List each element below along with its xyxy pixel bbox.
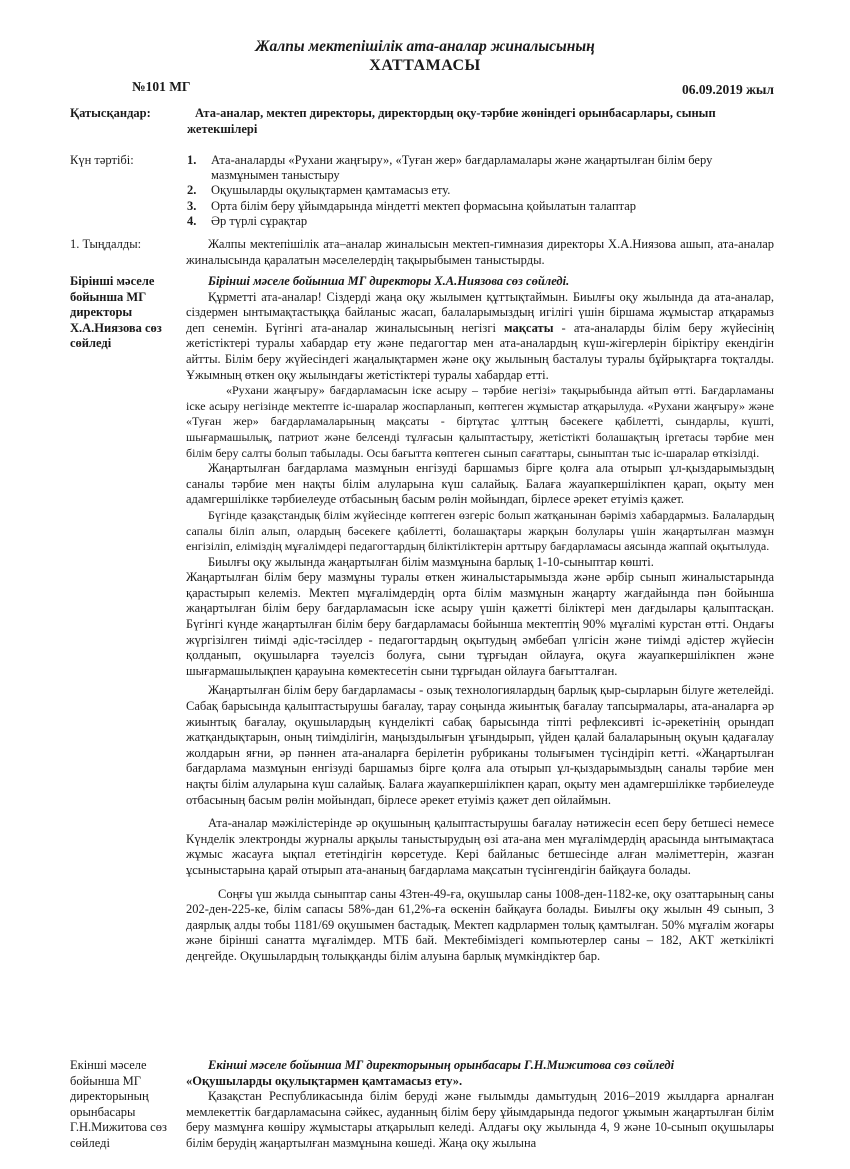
agenda-label: Күн тәртібі: bbox=[70, 153, 134, 167]
section1-paragraph-4: Бүгінде қазақстандық білім жүйесінде көптеген өзгеріс болып жатқанынан бәріміз хабардармыз. Балалардың сапалы біліп алып, олардың бәсекеге қабілетті, болашақтары жарқын болулары үшін жаңартылған мазмұн енгізіліп, еліміздің мұғалімдері педагогтардың біліктіліктерін арттыру бағдарламасы аясында жаппай оқытылуда. bbox=[186, 507, 774, 554]
section2-heading: Екінші мәселе бойынша МГ директорының орынбасары Г.Н.Мижитова сөз сөйледі bbox=[208, 1058, 675, 1072]
heard-paragraph: Жалпы мектепішілік ата–аналар жиналысын мектеп-гимназия директоры Х.А.Ниязова ашып, ата-аналар жиналысында қаралатын мәселелердің тақырыбымен таныстырды. bbox=[186, 237, 774, 267]
participants-label: Қатысқандар: bbox=[70, 106, 151, 120]
protocol-title: Жалпы мектепішілік ата-аналар жиналысының bbox=[255, 38, 595, 55]
section1-paragraph-2: «Рухани жаңғыру» бағдарламасын іске асыру – тәрбие негізі» тақырыбында айтып өтті. Бағдарламаны іске асыру негізінде мектепте іс-шаралар жоспарланып, көптеген жұмыстар атқарылуда. «Рухани жаңғыру» және «Туған жер» бағдарламаларының мақсаты - біртұтас ұлттың бәсекеге қабілетті, сындарлы, күшті, шығармашылық, патриот және белсенді тұлғасын қалыптастыру, жетістікті болашақтың іргетасы тәрбие мен білім беру салты болып табылады. Осы бағытта көптеген сынып сағаттары, сыныптан тыс іс-шаралар өткізілді. bbox=[186, 383, 774, 460]
section1-paragraph-1 bbox=[186, 290, 774, 384]
section1-heading: Бірінші мәселе бойынша МГ директоры Х.А.Ниязова сөз сөйледі. bbox=[208, 274, 570, 288]
agenda-item-number: 3. bbox=[187, 198, 197, 213]
agenda-item-text: Әр түрлі сұрақтар bbox=[211, 213, 308, 228]
agenda-item-number: 1. bbox=[187, 153, 197, 167]
section1-side-label: Бірінші мәселе бойынша МГ директоры Х.А.Ниязова сөз сөйледі bbox=[70, 274, 162, 350]
agenda-item-number: 4. bbox=[187, 213, 197, 228]
agenda-item bbox=[187, 153, 773, 183]
agenda-item bbox=[187, 214, 773, 229]
agenda-list bbox=[187, 153, 773, 229]
protocol-heading: ХАТТАМАСЫ bbox=[369, 57, 481, 74]
section2-side-label: Екінші мәселе бойынша МГ директорының орынбасары Г.Н.Мижитова сөз сөйледі bbox=[70, 1058, 167, 1150]
heard-text bbox=[186, 237, 774, 268]
section1-paragraph-9: Соңғы үш жылда сыныптар саны 43тен-49-ға, оқушылар саны 1008-ден-1182-ке, оқу озаттарының саны 202-ден-225-ке, білім сапасы 58%-дан 61,2%-ға өскенін байқауға болады. Биылғы оқу жылын 49 сынып, 3 даярлық алды тобы 1181/69 оқушымен бастадық. Мектеп кадрлармен толық қамтылған. 50% мұғалім жоғары және бірінші санатта мұғалімдер. МТБ бай. Мектебіміздегі компьютерлер саны – 182, АКТ жеткілікті деңгейде. Оқушылардың толыққанды білім алуына барлық мүмкіндіктер бар. bbox=[186, 886, 774, 963]
agenda-item bbox=[187, 199, 773, 214]
document-date: 06.09.2019 жыл bbox=[681, 82, 774, 97]
section1-paragraph-7: Жаңартылған білім беру бағдарламасы - озық технологиялардың барлық қыр-сырларын білуге жетелейді. Сабақ барысында қалыптастырушы бағалау, тарау соңында жиынтық бағалау тапсырмалары, ата-аналарға әр жиынтық бағалау, оқушылардың күнделікті сабақ барысында тіпті рефлексивті іс-әрекетінің орындап жатқандықтарын, оның тиімділігін, маңыздылығын ұғындырып, үйден қалай балаларының оқуын қадағалау жолдарын яғни, әр пәннен ата-аналарға берілетін рубриканы толығымен түсіндіріп кетті. «Жаңартылған бағдарлама мазмұнын енгізуді баршамыз бірге қолға ала отырып ұл-қыздарымыздың саналы тәрбие мен нақты білім алуларына күш салайық. Балаға жауапкершілікпен қарап, оқыту мен адамгершілікке тәрбиелеуде отбасының басым рөлін мойындап, бірлесе әрекет етуіміз қажет деп ойлаймын. bbox=[186, 683, 774, 807]
section2-body bbox=[186, 1058, 774, 1152]
participants-text: Ата-аналар, мектеп директоры, директордың оқу-тәрбие жөніндегі орынбасарлары, сынып жетекшілері bbox=[187, 106, 716, 136]
section1-paragraph-6: Жаңартылған білім беру мазмұны туралы өткен жиналыстарымызда және әрбір сынып жиналыстарында қарастырып келеміз. Мектеп мұғалімдердің орта білім мазмұнын жаңарту жағдайында пән бойынша жаңартылған білім беру бағдарламасын іске асыру үшін қажетті біліктері мен дағдылары қалыптасқан. Бүгінгі күнде жаңартылған білім беру бағдарламасы бойынша мектептің 90% мұғалімі курстан өтті. Ондағы жүргізілген тиімді әдіс-тәсілдер - педагогтардың оқытудың әмбебап үлгісін және тиімді әдістер жүйесін қолданып, оқушыларға тәуелсіз болуға, сыни тұрғыдан ойлауға, оқуға жауапкершілікпен және шығармашылықпен қарауына көмектесетін сыни тұрғыдан ойлауға бағытталған. bbox=[186, 570, 774, 678]
section1-paragraph-8: Ата-аналар мәжілістерінде әр оқушының қалыптастырушы бағалау нәтижесін есеп беру бетшесі немесе Күнделік электронды журналы арқылы таныстырудың өзі ата-ана мен мұғалімдердің арасында ынтымақтаса жұмыс жасауға ықпал ететіндігін көрсетуде. Кері байланыс бетшесінде алған мәліметтерін, жазған ұсыныстарына қарай отырып ата-ананың бағдарлама мақсатын түсінгендігін байқауға болады. bbox=[186, 816, 774, 877]
heard-label: 1. Тыңдалды: bbox=[70, 237, 142, 251]
section2-subheading: «Оқушыларды оқулықтармен қамтамасыз ету». bbox=[186, 1073, 463, 1088]
agenda-item-text: Орта білім беру ұйымдарында міндетті мектеп формасына қойылатын талаптар bbox=[211, 198, 637, 213]
paragraph-bold-word: мақсаты bbox=[504, 320, 554, 335]
section2-paragraph-1: Қазақстан Республикасында білім беруді және ғылымды дамытудың 2016–2019 жылдарға арналған мемлекеттік бағдарламасына сәйкес, ауданның білім беру ұйымдарында педогог ұжымын жаңартылған білім беру мазмұнға көшіру жұмыстары атқарылып келеді. Алдағы оқу жылында 4, 9 және 10-сынып оқушылары білім берудің жаңартылған мазмұнына көшеді. Жаңа оқу жылына bbox=[186, 1089, 774, 1150]
section1-body bbox=[186, 274, 774, 965]
document-number: №101 МГ bbox=[132, 79, 191, 94]
agenda-item-number: 2. bbox=[187, 183, 197, 198]
agenda-item-text: Оқушыларды оқулықтармен қамтамасыз ету. bbox=[211, 183, 451, 198]
agenda-item bbox=[187, 183, 773, 198]
agenda-item-text: Ата-аналарды «Рухани жаңғыру», «Туған жер» бағдарламалары және жаңартылған білім беру мазмұнымен таныстыру bbox=[211, 153, 713, 183]
section1-paragraph-3: Жаңартылған бағдарлама мазмұнын енгізуді баршамыз бірге қолға ала отырып ұл-қыздарымыздың саналы тәрбие мен нақты білім алуларына күш салайық. Балаға жауапкершілікпен қарап, оқыту мен адамгершілікке тәрбиелеуде отбасының басым рөлін мойындап, бірлесе әрекет етуіміз қажет. bbox=[186, 461, 774, 507]
paragraph-text: Құрметті ата-аналар! Сіздерді жаңа оқу жылымен құттықтаймын. Биылғы оқу жылында да ата-аналар, сіздермен ынтымақтастыққа байланыс жасап, балаларымыздың игілігі үшін біршама жұмыстар атқарамыз деп сенемін. Бүгінгі ата-аналар жиналысының негізгі bbox=[186, 289, 774, 335]
section1-paragraph-5: Биылғы оқу жылында жаңартылған білім мазмұнына барлық 1-10-сыныптар көшті. bbox=[208, 554, 654, 569]
paragraph-text: - ата-аналарды білім беру жүйесінің жетістіктері туралы хабардар ету және педагогтар мен ата-аналардың күш-жігерлерін біріктіру екендігін айтты. Білім беру жүйесіндегі жаңалықтармен және оқу жылының басталуы туралы бұйрықтарға тоқталды. Ұжымның өткен оқу жылындағы жетістіктері туралы хабардар етті. bbox=[186, 320, 775, 382]
